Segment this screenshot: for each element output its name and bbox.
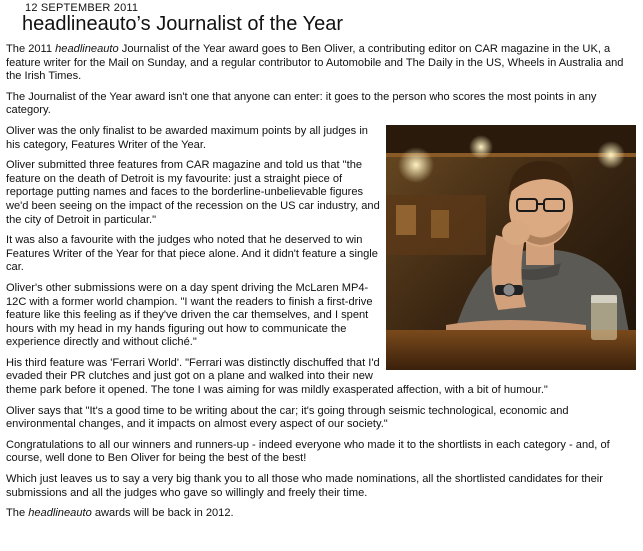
article-paragraph: Oliver was the only finalist to be awarded maximum points by all judges in his category, Features Writer of the Year. bbox=[6, 124, 368, 151]
article-date: 12 SEPTEMBER 2011 bbox=[25, 2, 139, 14]
article-paragraph: Oliver submitted three features from CAR magazine and told us that "the feature on the death of Detroit is my favourite: just a straight piece of reportage putting names and faces to the borderline-unbelievable figures we'd been seeing on the impact of the recession on the US car industry, and the city of Detroit in particular." bbox=[6, 159, 380, 226]
publication-name: headlineauto bbox=[28, 507, 92, 520]
article-paragraph: Congratulations to all our winners and runners-up - indeed everyone who made it to the shortlists in each category - and, of course, well done to Ben Oliver for being the best of the best! bbox=[6, 438, 610, 465]
article-body bbox=[6, 43, 636, 528]
article-paragraph: The 2011 headlineauto Journalist of the Year award goes to Ben Oliver, a contributing editor on CAR magazine in the UK, a feature writer for the Mail on Sunday, and a regular contributor to Automobile and The Daily in the US, Wheels in Australia and the Irish Times. bbox=[6, 43, 624, 83]
journalist-portrait-icon bbox=[386, 125, 636, 370]
article-paragraph: The Journalist of the Year award isn't one that anyone can enter: it goes to the person who scores the most points in any category. bbox=[6, 90, 597, 117]
article-paragraph: His third feature was 'Ferrari World'. "Ferrari was distinctly dischuffed that I'd evaded their PR clutches and just got on a plane and walked into their new theme park before it opened. The tone I was aiming for was mildly exasperated affection, with a bit of humour." bbox=[6, 356, 548, 397]
publication-name: headlineauto bbox=[55, 43, 119, 55]
article-paragraph: Oliver's other submissions were on a day spent driving the McLaren MP4-12C with a former world champion. "I want the readers to finish a first-drive feature like this feeling as if they've driven the car themselves, and I spent hours with my head in my hands figuring out how to communicate the experience directly and without cliché." bbox=[6, 281, 373, 349]
article-paragraph: It was also a favourite with the judges who noted that he deserved to win Features Writer of the Year for that piece alone. And it didn't feature a single car. bbox=[6, 234, 378, 274]
article-title: headlineauto’s Journalist of the Year bbox=[22, 13, 343, 35]
article-paragraph: Which just leaves us to say a very big thank you to all those who made nominations, all the shortlisted candidates for their submissions and all the judges who gave so willingly and freely their time. bbox=[6, 473, 603, 499]
article-paragraph: Oliver says that "It's a good time to be writing about the car; it's going through seismic technological, economic and environmental changes, and it impacts on almost every aspect of our society." bbox=[6, 404, 569, 431]
article-paragraph: The headlineauto awards will be back in 2012. bbox=[6, 507, 234, 520]
